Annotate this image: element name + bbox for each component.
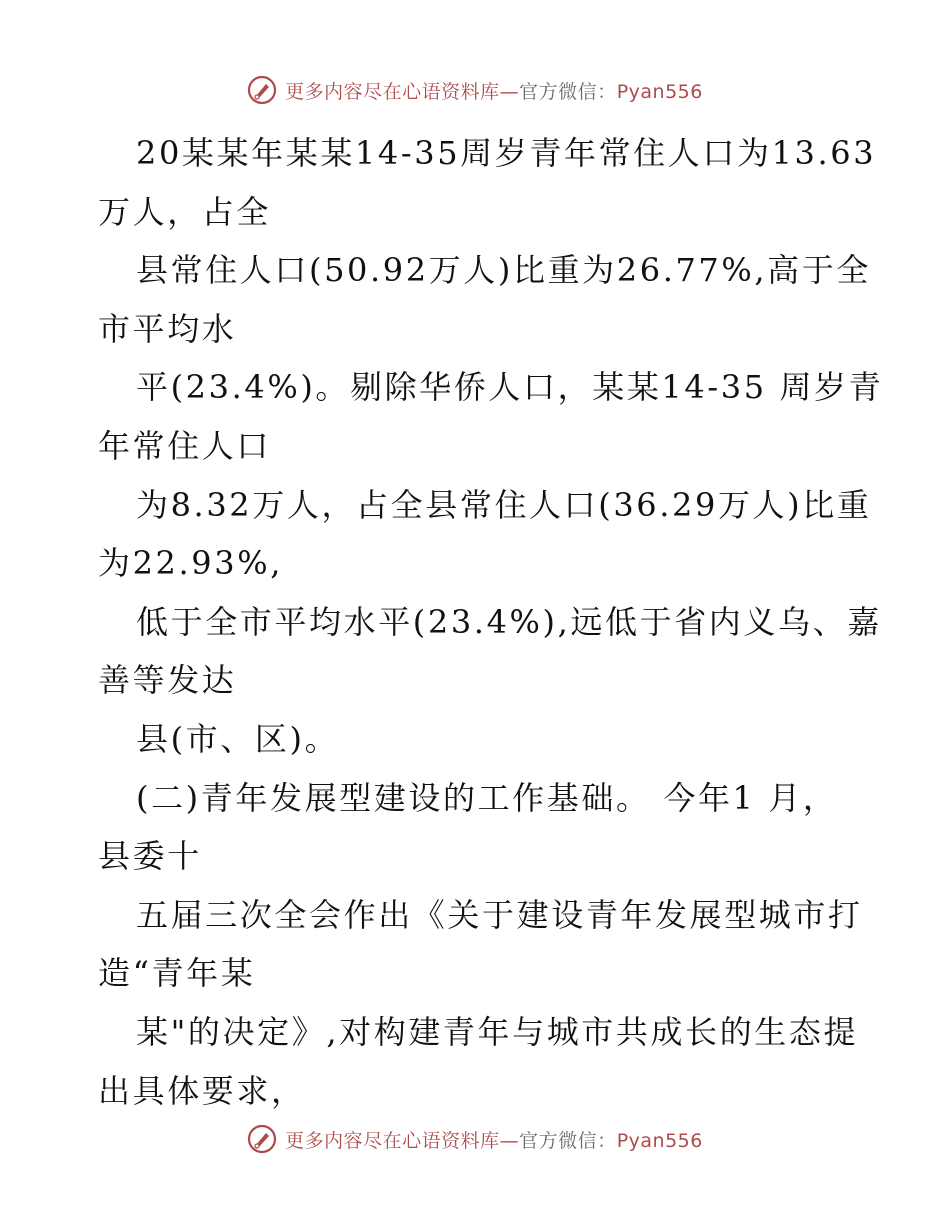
watermark-label: 官方微信： [519, 80, 617, 103]
text-line: 平(23.4%)。剔除华侨人口，某某14-35 周岁青 [136, 368, 884, 407]
text-line: 年常住人口 [98, 426, 272, 465]
text-line: 善等发达 [98, 661, 237, 700]
text-line: 造“青年某 [98, 954, 256, 993]
watermark-text [285, 77, 703, 104]
text-line: 万人，占全 [98, 192, 272, 231]
text-line: 某"的决定》,对构建青年与城市共成长的生态提 [136, 1012, 859, 1051]
text-line: 市平均水 [98, 309, 237, 348]
fountain-pen-seal-icon [247, 75, 277, 105]
fountain-pen-seal-icon [247, 1124, 277, 1154]
text-line: 县委十 [98, 837, 202, 876]
watermark-id: Pyan556 [616, 80, 703, 103]
text-line: 县常住人口(50.92万人)比重为26.77%,高于全 [136, 251, 871, 290]
text-line: 为22.93%, [98, 544, 283, 583]
text-line: 县(市、区)。 [136, 719, 340, 758]
footer-watermark [0, 1121, 950, 1157]
text-line: 低于全市平均水平(23.4%),远低于省内义乌、嘉 [136, 602, 882, 641]
text-line: 出具体要求， [98, 1071, 306, 1110]
document-body [98, 124, 884, 1120]
watermark-dash: — [499, 1129, 520, 1152]
watermark-main: 更多内容尽在心语资料库 [285, 1129, 500, 1152]
text-line: 20某某年某某14-35周岁青年常住人口为13.63 [136, 134, 877, 172]
watermark-main: 更多内容尽在心语资料库 [285, 80, 500, 103]
watermark-id: Pyan556 [616, 1129, 703, 1152]
watermark-text [285, 1126, 703, 1153]
header-watermark [0, 72, 950, 108]
text-line: 为8.32万人，占全县常住人口(36.29万人)比重 [136, 485, 872, 524]
watermark-label: 官方微信： [519, 1129, 617, 1152]
watermark-dash: — [499, 80, 520, 103]
text-line: (二)青年发展型建设的工作基础。 今年1 月， [136, 778, 838, 817]
text-line: 五届三次全会作出《关于建设青年发展型城市打 [136, 895, 863, 934]
